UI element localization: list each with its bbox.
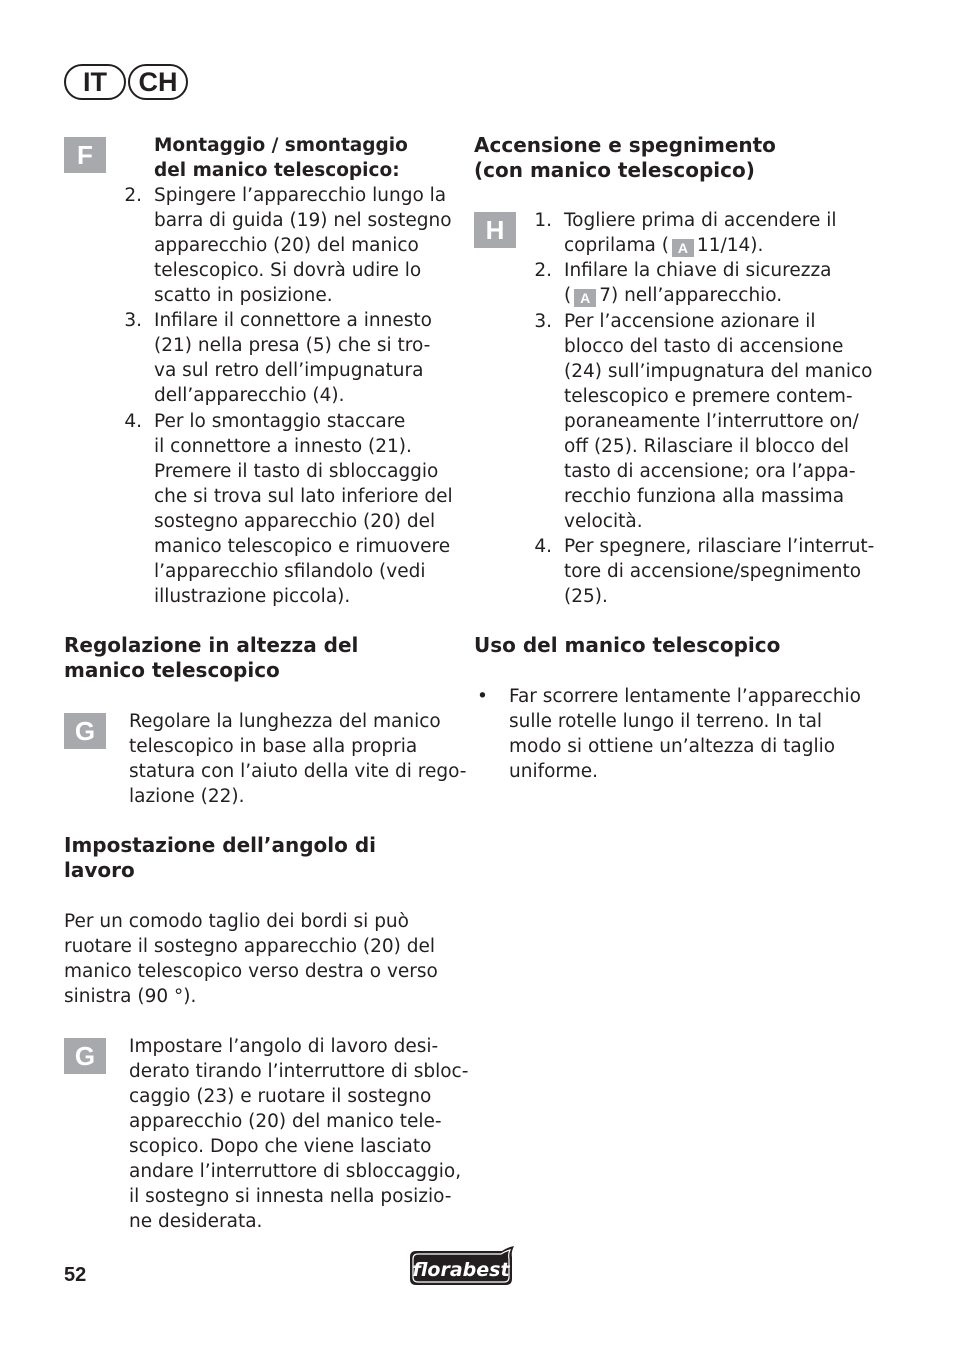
step-number: 4.: [124, 411, 142, 432]
figure-badge-h: H: [474, 212, 516, 248]
section-heading-working-angle: Impostazione dell’angolo di lavoro: [64, 833, 377, 882]
page-number: 52: [64, 1264, 87, 1286]
assembly-subheading: Montaggio / smontaggio del manico telescopico:: [154, 135, 408, 181]
svg-text:florabest: florabest: [412, 1259, 510, 1281]
step-number: 1.: [534, 210, 552, 231]
section-heading-switching: Accensione e spegnimento (con manico telescopico): [474, 133, 776, 182]
step-number: 2.: [124, 185, 142, 206]
figure-ref-a: A: [574, 289, 596, 307]
figure-badge-f: F: [64, 137, 106, 173]
telescopic-use-text: Far scorrere lentamente l’apparecchio sulle rotelle lungo il terreno. In tal modo si ottiene un’altezza di taglio uniforme.: [509, 686, 861, 782]
height-adjustment-text: Regolare la lunghezza del manico telescopico in base alla propria statura con l’aiuto della vite di rego- lazione (22).: [129, 711, 467, 807]
switching-step-3: Per l’accensione azionare il blocco del tasto di accensione (24) sull’impugnatura del manico telescopico e premere contem- poraneamente l’interruttore on/ off (25). Rilasciare il blocco del tasto di accensione; ora l’appa- recchio funziona alla massima velocità.: [564, 311, 873, 532]
switching-step-2: Infilare la chiave di sicurezza ( A 7) nell’apparecchio.: [564, 260, 832, 306]
figure-badge-g: G: [64, 1038, 106, 1074]
switching-step-4: Per spegnere, rilasciare l’interrut- tore di accensione/spegnimento (25).: [564, 536, 875, 607]
step-3-text: Infilare il connettore a innesto (21) nella presa (5) che si tro- va sul retro dell’impugnatura dell’apparecchio (4).: [154, 310, 432, 406]
language-badge-it: IT: [64, 64, 126, 100]
step-4-text: Per lo smontaggio staccare il connettore a innesto (21). Premere il tasto di sbloccaggio che si trova sul lato inferiore del sostegno apparecchio (20) del manico telescopico e rimuovere l’apparecchio sfilandolo (vedi illustrazione piccola).: [154, 411, 453, 607]
working-angle-text: Impostare l’angolo di lavoro desi- derato tirando l’interruttore di sbloc- caggio (23) e ruotare il sostegno apparecchio (20) del manico tele- scopico. Dopo che viene lasciato andare l’interruttore di sbloccaggio, il sostegno si innesta nella posizio- ne desiderata.: [129, 1036, 469, 1232]
step-number: 2.: [534, 260, 552, 281]
step-number: 4.: [534, 536, 552, 557]
florabest-logo: [404, 1243, 520, 1293]
step-number: 3.: [534, 311, 552, 332]
step-2-text: Spingere l’apparecchio lungo la barra di guida (19) nel sostegno apparecchio (20) del manico telescopico. Si dovrà udire lo scatto in posizione.: [154, 185, 452, 306]
step-number: 3.: [124, 310, 142, 331]
bullet-marker: •: [477, 686, 488, 707]
section-heading-height-adjustment: Regolazione in altezza del manico telescopico: [64, 633, 359, 682]
figure-badge-g: G: [64, 713, 106, 749]
working-angle-intro: Per un comodo taglio dei bordi si può ruotare il sostegno apparecchio (20) del manico telescopico verso destra o verso sinistra (90 °).: [64, 911, 438, 1007]
section-heading-telescopic-use: Uso del manico telescopico: [474, 633, 781, 657]
language-badge-ch: CH: [128, 64, 188, 100]
figure-ref-a: A: [672, 239, 694, 257]
switching-step-1: Togliere prima di accendere il coprilama ( A 11/14).: [564, 210, 837, 256]
